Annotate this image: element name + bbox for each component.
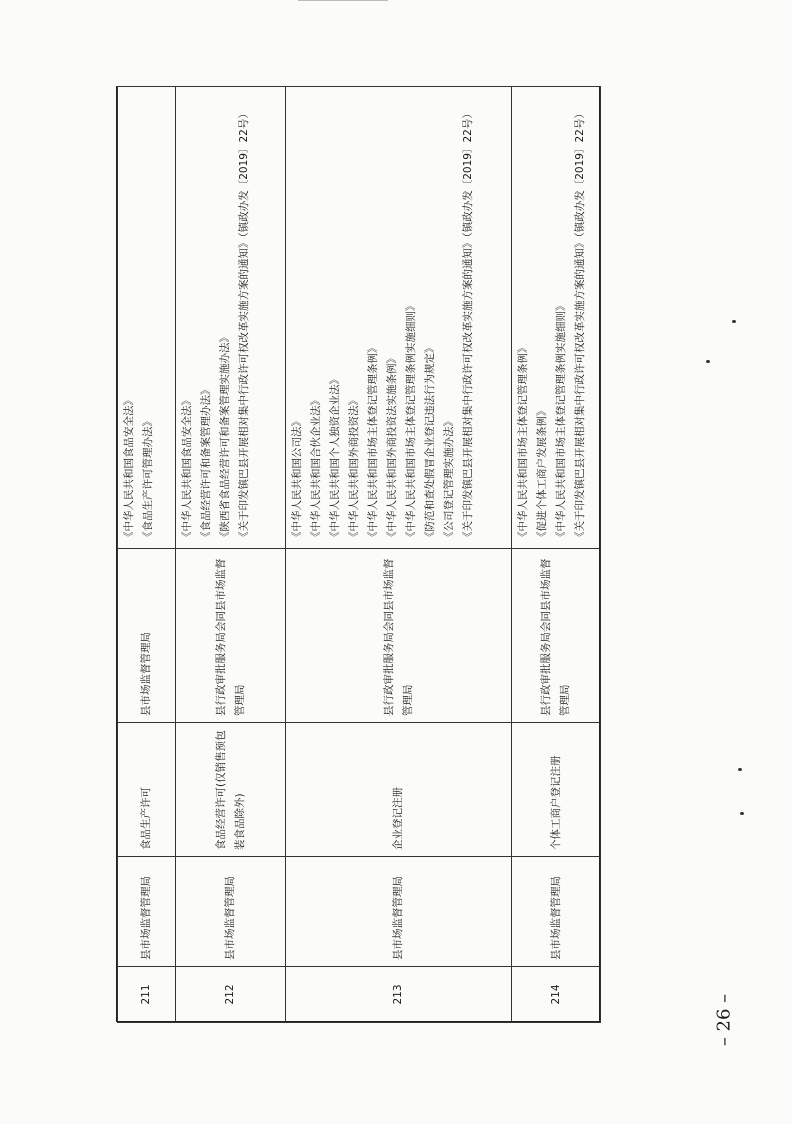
basis-line: 《食品经营许可和备案管理办法》 xyxy=(200,384,212,542)
basis-line: 《中华人民共和国食品安全法》 xyxy=(181,395,193,542)
basis-line: 《中华人民共和国市场主体登记管理条例》 xyxy=(517,342,529,542)
department-cell: 县市场监督管理局 xyxy=(286,857,512,967)
handler-cell: 县市场监督管理局 xyxy=(118,549,176,723)
rotated-table-frame xyxy=(116,86,600,1022)
scan-artifact-line xyxy=(298,0,388,1)
basis-line: 《中华人民共和国市场主体登记管理条例实施细则》 xyxy=(555,300,567,542)
permission-table xyxy=(117,86,601,1023)
basis-line: 《陕西省食品经营许可和备案管理实施办法》 xyxy=(219,332,231,542)
handler-cell: 县行政审批服务局会同县市场监督管理局 xyxy=(176,549,286,723)
table-row xyxy=(286,87,512,1023)
basis-line: 《中华人民共和国公司法》 xyxy=(291,416,303,542)
basis-cell xyxy=(176,87,286,549)
item-cell: 食品生产许可 xyxy=(118,723,176,857)
page-number xyxy=(712,980,736,1060)
basis-line: 《中华人民共和国市场主体登记管理条例》 xyxy=(367,342,379,542)
department-cell: 县市场监督管理局 xyxy=(118,857,176,967)
table-row xyxy=(118,87,176,1023)
handler-cell: 县行政审批服务局会同县市场监督管理局 xyxy=(512,549,601,723)
row-number: 211 xyxy=(118,967,176,1023)
handler-cell: 县行政审批服务局会同县市场监督管理局 xyxy=(286,549,512,723)
basis-line: 《防范和查处假冒企业登记违法行为规定》 xyxy=(424,342,436,542)
table-row xyxy=(512,87,601,1023)
department-cell: 县市场监督管理局 xyxy=(176,857,286,967)
page-number-text: – 26 – xyxy=(713,993,735,1047)
scan-speck xyxy=(740,812,744,815)
item-cell: 企业登记注册 xyxy=(286,723,512,857)
basis-line: 《中华人民共和国外商投资法》 xyxy=(348,395,360,542)
basis-line: 《食品生产许可管理办法》 xyxy=(142,416,154,542)
basis-line: 《公司登记管理实施办法》 xyxy=(443,416,455,542)
scan-speck xyxy=(738,768,742,771)
basis-cell xyxy=(118,87,176,549)
row-number: 212 xyxy=(176,967,286,1023)
scan-speck xyxy=(732,320,736,323)
basis-line: 《中华人民共和国外商投资法实施条例》 xyxy=(386,353,398,542)
row-number: 214 xyxy=(512,967,601,1023)
scan-speck xyxy=(706,360,710,363)
basis-line: 《促进个体工商户发展条例》 xyxy=(536,405,548,542)
basis-cell xyxy=(286,87,512,549)
item-cell: 食品经营许可(仅销售预包装食品除外) xyxy=(176,723,286,857)
table-body xyxy=(118,87,601,1023)
basis-cell xyxy=(512,87,601,549)
basis-line: 《中华人民共和国市场主体登记管理条例实施细则》 xyxy=(405,300,417,542)
table-row xyxy=(176,87,286,1023)
department-cell: 县市场监督管理局 xyxy=(512,857,601,967)
item-cell: 个体工商户登记注册 xyxy=(512,723,601,857)
basis-line: 《中华人民共和国个人独资企业法》 xyxy=(329,374,341,542)
rotated-table-content xyxy=(117,87,601,1023)
basis-line: 《中华人民共和国合伙企业法》 xyxy=(310,395,322,542)
basis-line: 《关于印发镇巴县开展相对集中行政许可权改革实施方案的通知》（镇政办发〔2019〕22号） xyxy=(574,108,586,542)
basis-line: 《关于印发镇巴县开展相对集中行政许可权改革实施方案的通知》（镇政办发〔2019〕22号） xyxy=(462,108,474,542)
basis-line: 《中华人民共和国食品安全法》 xyxy=(123,395,135,542)
basis-line: 《关于印发镇巴县开展相对集中行政许可权改革实施方案的通知》（镇政办发〔2019〕22号） xyxy=(238,108,250,542)
row-number: 213 xyxy=(286,967,512,1023)
